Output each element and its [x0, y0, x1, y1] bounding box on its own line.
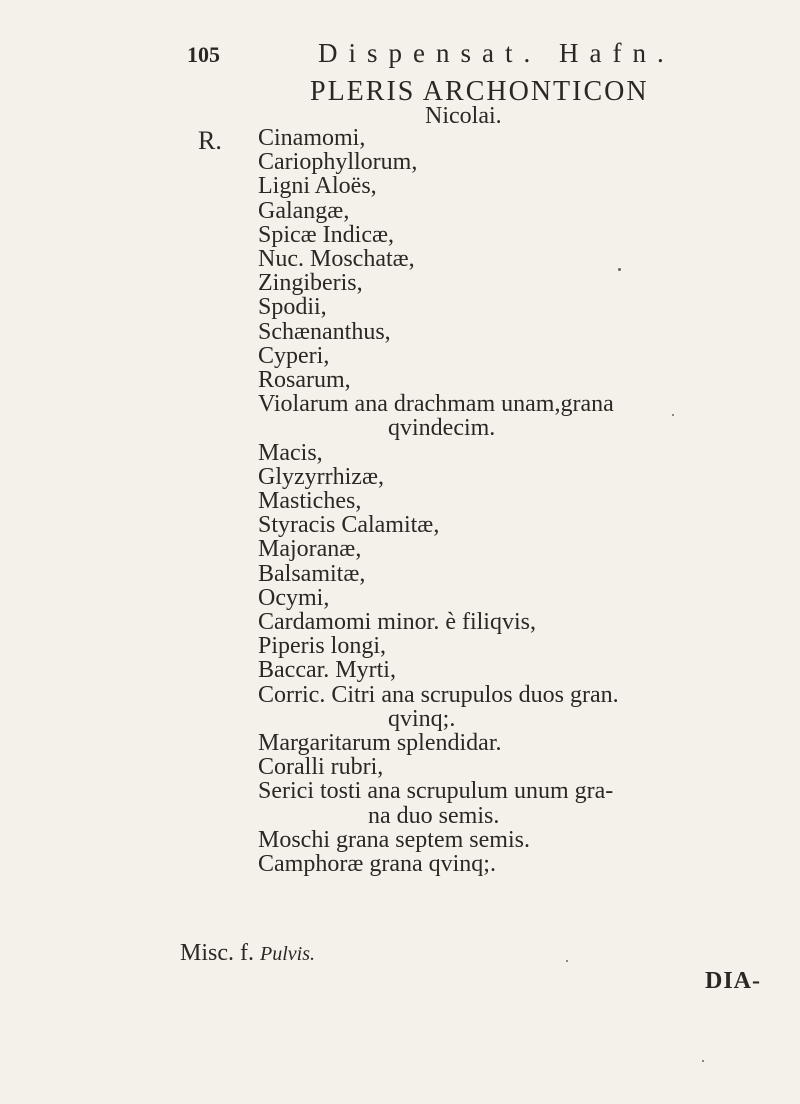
ingredient-line: Cyperi,: [258, 342, 330, 369]
paper-speck: [672, 414, 674, 416]
recipe-title: PLERIS ARCHONTICON: [310, 76, 649, 107]
ingredient-line: Rosarum,: [258, 367, 351, 394]
ingredient-line: Majoranæ,: [258, 536, 362, 563]
ingredient-line: Cariophyllorum,: [258, 149, 418, 176]
ingredient-line: Macis,: [258, 439, 323, 466]
pulvis-label: Pulvis.: [260, 943, 315, 965]
ingredient-line: Glyzyrrhizæ,: [258, 463, 384, 490]
ingredient-line: Ocymi,: [258, 584, 330, 611]
ingredient-line: Moschi grana septem semis.: [258, 826, 530, 853]
paper-speck: [566, 960, 568, 962]
ingredient-line: Piperis longi,: [258, 633, 387, 660]
recipe-symbol: R.: [198, 126, 222, 155]
ingredient-list: [258, 126, 619, 876]
ingredient-line: Corric. Citri ana scrupulos duos gran.: [258, 681, 619, 708]
catchword: DIA-: [705, 968, 761, 994]
ingredient-line: Baccar. Myrti,: [258, 657, 396, 684]
ingredient-line: Spodii,: [258, 294, 327, 321]
ingredient-line: Mastiches,: [258, 488, 362, 515]
ingredient-line: Schænanthus,: [258, 318, 391, 345]
ingredient-line: Coralli rubri,: [258, 754, 384, 781]
footer-instruction: [180, 940, 315, 967]
ingredient-line: Serici tosti ana scrupulum unum gra-: [258, 778, 614, 805]
ingredient-line: Ligni Aloës,: [258, 173, 377, 200]
running-head: [0, 38, 800, 72]
ingredient-continuation: qvinq;.: [388, 705, 456, 732]
ingredient-line: Nuc. Moschatæ,: [258, 246, 415, 273]
paper-speck: [618, 268, 621, 271]
ingredient-continuation: qvindecim.: [388, 415, 496, 442]
paper-speck: [702, 1060, 704, 1062]
ingredient-line: Cardamomi minor. è filiqvis,: [258, 609, 536, 636]
page-number: 105: [187, 42, 220, 67]
ingredient-line: Zingiberis,: [258, 270, 363, 297]
ingredient-line: Margaritarum splendidar.: [258, 730, 502, 757]
ingredient-line: Violarum ana drachmam unam,grana: [258, 391, 614, 418]
ingredient-continuation: na duo semis.: [368, 802, 500, 829]
ingredient-line: Spicæ Indicæ,: [258, 221, 394, 248]
ingredient-line: Galangæ,: [258, 197, 350, 224]
ingredient-line: Camphoræ grana qvinq;.: [258, 851, 496, 878]
ingredient-line: Balsamitæ,: [258, 560, 366, 587]
ingredient-line: Cinamomi,: [258, 125, 366, 151]
ingredient-line: Styracis Calamitæ,: [258, 512, 440, 539]
recipe-subtitle: Nicolai.: [425, 103, 502, 129]
running-title: Dispensat. Hafn.: [318, 38, 675, 68]
misc-label: Misc. f.: [180, 940, 254, 966]
